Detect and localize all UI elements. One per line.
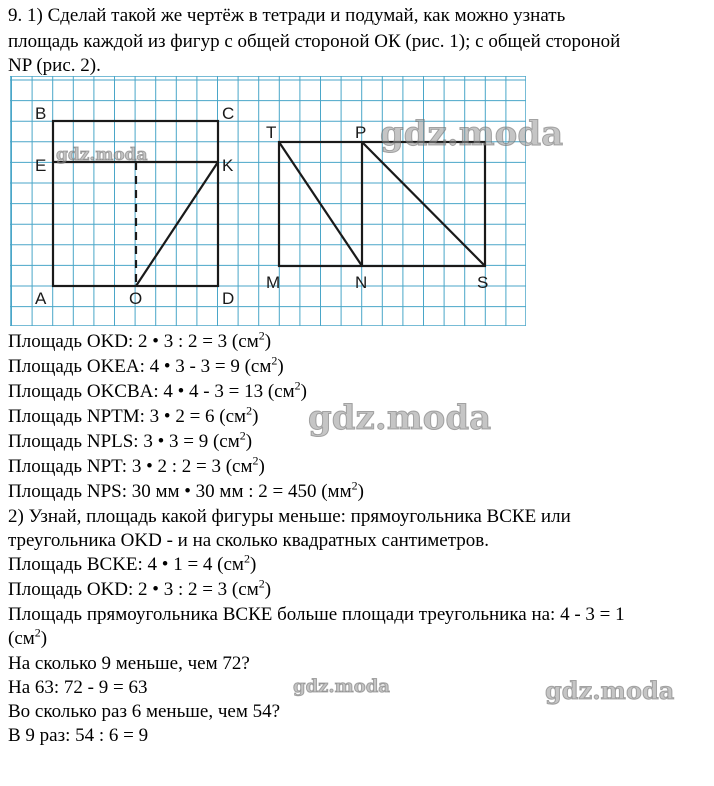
- extra-answer-1: На 63: 72 - 9 = 63: [8, 677, 148, 698]
- label-c: C: [222, 104, 235, 123]
- part2-answer-okd: Площадь OKD: 2 • 3 : 2 = 3 $(см^2)$: [8, 576, 272, 600]
- part2-answer-bcke: Площадь BCKE: 4 • 1 = 4 $(см^2)$: [8, 551, 257, 575]
- answer-nptm: Площадь NPTM: 3 • 2 = 6 $(см^2)$: [8, 403, 259, 427]
- watermark-3: gdz.moda: [308, 398, 492, 438]
- answer-okd: Площадь OKD: 2 • 3 : 2 = 3 $(см^2)$: [8, 328, 272, 352]
- label-o: O: [129, 289, 143, 308]
- answer-npt: Площадь NPT: 3 • 2 : 2 = 3 $(см^2)$: [8, 453, 265, 477]
- watermark-1: gdz.moda: [380, 114, 564, 154]
- label-s: S: [477, 273, 489, 292]
- answer-nps: Площадь NPS: 30 мм • 30 мм : 2 = 450 $(мм^2)$: [8, 478, 364, 502]
- part2-answer-unit: $(см^2)$: [8, 625, 48, 649]
- label-n: N: [355, 273, 368, 292]
- label-d: D: [222, 289, 235, 308]
- label-b: B: [35, 104, 47, 123]
- label-k: K: [222, 156, 234, 175]
- label-e: E: [35, 156, 47, 175]
- label-a: A: [35, 289, 47, 308]
- watermark-4: gdz.moda: [293, 676, 390, 697]
- part2-question-1: 2) Узнай, площадь какой фигуры меньше: прямоугольника ВСКЕ или: [8, 506, 571, 527]
- task-line-2: площадь каждой из фигур с общей стороной ОК (рис. 1); с общей стороной: [8, 31, 621, 52]
- task-line-3: NP (рис. 2).: [8, 55, 101, 76]
- label-p: P: [355, 123, 367, 142]
- part2-question-2: треугольника OKD - и на сколько квадратных сантиметров.: [8, 530, 489, 551]
- part2-answer-difference: Площадь прямоугольника ВСКЕ больше площади треугольника на: 4 - 3 = 1: [8, 604, 625, 625]
- answer-okcba: Площадь OKCBA: 4 • 4 - 3 = 13 $(см^2)$: [8, 378, 307, 402]
- watermark-5: gdz.moda: [545, 676, 675, 705]
- watermark-2: gdz.moda: [56, 145, 148, 165]
- answer-okea: Площадь OKEA: 4 • 3 - 3 = 9 $(см^2)$: [8, 353, 284, 377]
- label-t: T: [266, 123, 277, 142]
- answer-npls: Площадь NPLS: 3 • 3 = 9 $(см^2)$: [8, 428, 253, 452]
- task-line-1: 9. 1) Сделай такой же чертёж в тетради и подумай, как можно узнать: [8, 5, 566, 26]
- extra-question-2: Во сколько раз 6 меньше, чем 54?: [8, 701, 281, 722]
- label-m: M: [266, 273, 281, 292]
- extra-answer-2: В 9 раз: 54 : 6 = 9: [8, 725, 149, 746]
- extra-question-1: На сколько 9 меньше, чем 72?: [8, 653, 250, 674]
